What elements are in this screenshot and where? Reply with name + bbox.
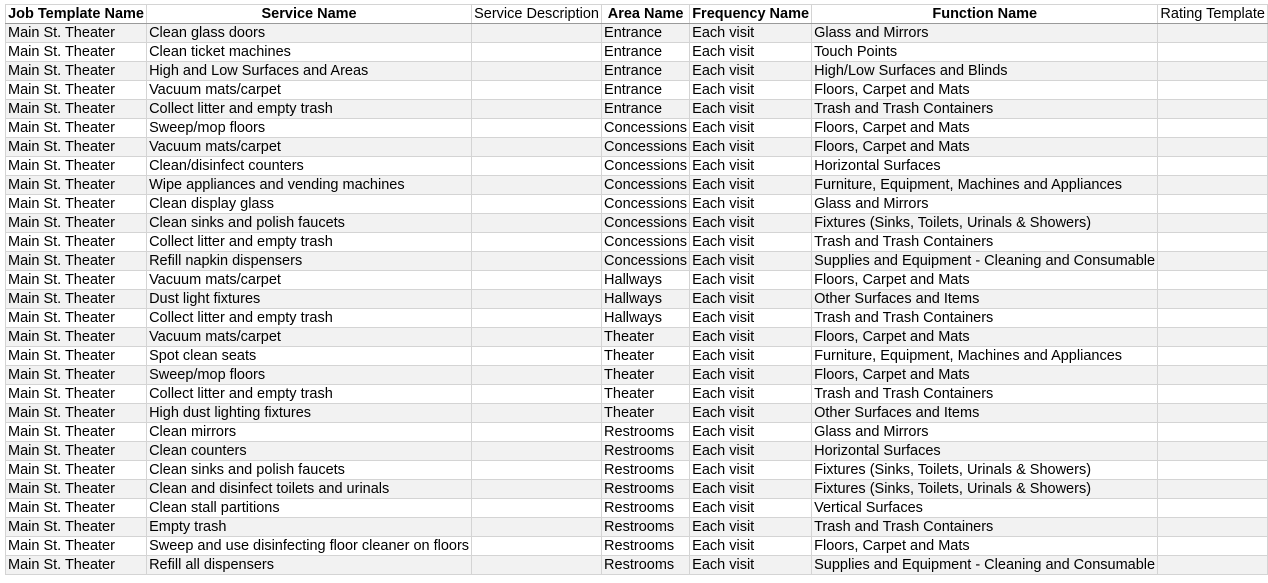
cell-rating-template[interactable] [1158, 366, 1268, 385]
cell-area-name[interactable]: Hallways [602, 290, 690, 309]
cell-area-name[interactable]: Restrooms [602, 423, 690, 442]
cell-area-name[interactable]: Theater [602, 328, 690, 347]
cell-frequency-name[interactable]: Each visit [690, 119, 812, 138]
cell-function-name[interactable]: Glass and Mirrors [812, 423, 1158, 442]
cell-frequency-name[interactable]: Each visit [690, 442, 812, 461]
cell-area-name[interactable]: Restrooms [602, 480, 690, 499]
cell-service-name[interactable]: Empty trash [147, 518, 472, 537]
cell-service-name[interactable]: Wipe appliances and vending machines [147, 176, 472, 195]
cell-job-template-name[interactable]: Main St. Theater [6, 233, 147, 252]
cell-area-name[interactable]: Entrance [602, 24, 690, 43]
cell-area-name[interactable]: Entrance [602, 81, 690, 100]
cell-service-name[interactable]: High and Low Surfaces and Areas [147, 62, 472, 81]
cell-service-description[interactable] [472, 24, 602, 43]
cell-function-name[interactable]: Supplies and Equipment - Cleaning and Consumable [812, 252, 1158, 271]
cell-service-description[interactable] [472, 233, 602, 252]
table-row [6, 328, 1268, 347]
cell-service-description[interactable] [472, 309, 602, 328]
cell-area-name[interactable]: Restrooms [602, 518, 690, 537]
cell-job-template-name[interactable]: Main St. Theater [6, 62, 147, 81]
cell-area-name[interactable]: Concessions [602, 233, 690, 252]
cell-area-name[interactable]: Theater [602, 366, 690, 385]
cell-service-description[interactable] [472, 290, 602, 309]
cell-service-name[interactable]: Sweep and use disinfecting floor cleaner on floors [147, 537, 472, 556]
cell-frequency-name[interactable]: Each visit [690, 195, 812, 214]
cell-job-template-name[interactable]: Main St. Theater [6, 423, 147, 442]
cell-service-name[interactable]: Collect litter and empty trash [147, 100, 472, 119]
header-area-name[interactable]: Area Name [602, 5, 690, 24]
cell-frequency-name[interactable]: Each visit [690, 271, 812, 290]
cell-function-name[interactable]: Floors, Carpet and Mats [812, 328, 1158, 347]
cell-function-name[interactable]: Furniture, Equipment, Machines and Appliances [812, 347, 1158, 366]
table-row [6, 119, 1268, 138]
cell-frequency-name[interactable]: Each visit [690, 309, 812, 328]
cell-function-name[interactable]: Trash and Trash Containers [812, 309, 1158, 328]
cell-rating-template[interactable] [1158, 62, 1268, 81]
cell-job-template-name[interactable]: Main St. Theater [6, 100, 147, 119]
header-service-name[interactable]: Service Name [147, 5, 472, 24]
cell-rating-template[interactable] [1158, 138, 1268, 157]
cell-rating-template[interactable] [1158, 518, 1268, 537]
cell-function-name[interactable]: Touch Points [812, 43, 1158, 62]
cell-rating-template[interactable] [1158, 195, 1268, 214]
cell-job-template-name[interactable]: Main St. Theater [6, 404, 147, 423]
cell-frequency-name[interactable]: Each visit [690, 537, 812, 556]
cell-service-description[interactable] [472, 81, 602, 100]
cell-area-name[interactable]: Concessions [602, 176, 690, 195]
cell-rating-template[interactable] [1158, 423, 1268, 442]
cell-rating-template[interactable] [1158, 480, 1268, 499]
cell-job-template-name[interactable]: Main St. Theater [6, 43, 147, 62]
table-row [6, 100, 1268, 119]
cell-job-template-name[interactable]: Main St. Theater [6, 347, 147, 366]
cell-area-name[interactable]: Restrooms [602, 499, 690, 518]
cell-frequency-name[interactable]: Each visit [690, 518, 812, 537]
cell-service-name[interactable]: Vacuum mats/carpet [147, 328, 472, 347]
cell-function-name[interactable]: Other Surfaces and Items [812, 290, 1158, 309]
cell-service-description[interactable] [472, 499, 602, 518]
cell-service-description[interactable] [472, 385, 602, 404]
table-row [6, 138, 1268, 157]
cell-frequency-name[interactable]: Each visit [690, 423, 812, 442]
cell-rating-template[interactable] [1158, 43, 1268, 62]
cell-frequency-name[interactable]: Each visit [690, 233, 812, 252]
cell-job-template-name[interactable]: Main St. Theater [6, 271, 147, 290]
table-row [6, 461, 1268, 480]
cell-function-name[interactable]: Fixtures (Sinks, Toilets, Urinals & Showers) [812, 480, 1158, 499]
cell-function-name[interactable]: Floors, Carpet and Mats [812, 537, 1158, 556]
table-row [6, 423, 1268, 442]
cell-function-name[interactable]: Trash and Trash Containers [812, 233, 1158, 252]
cell-service-description[interactable] [472, 461, 602, 480]
table-row [6, 214, 1268, 233]
cell-service-name[interactable]: Clean stall partitions [147, 499, 472, 518]
table-row [6, 518, 1268, 537]
cell-service-name[interactable]: Clean/disinfect counters [147, 157, 472, 176]
cell-frequency-name[interactable]: Each visit [690, 556, 812, 575]
cell-area-name[interactable]: Entrance [602, 43, 690, 62]
cell-job-template-name[interactable]: Main St. Theater [6, 195, 147, 214]
cell-job-template-name[interactable]: Main St. Theater [6, 499, 147, 518]
cell-rating-template[interactable] [1158, 347, 1268, 366]
cell-frequency-name[interactable]: Each visit [690, 100, 812, 119]
cell-frequency-name[interactable]: Each visit [690, 366, 812, 385]
cell-service-description[interactable] [472, 271, 602, 290]
cell-rating-template[interactable] [1158, 328, 1268, 347]
cell-service-description[interactable] [472, 119, 602, 138]
cell-area-name[interactable]: Restrooms [602, 461, 690, 480]
header-rating-template[interactable]: Rating Template [1158, 5, 1268, 24]
cell-rating-template[interactable] [1158, 157, 1268, 176]
cell-job-template-name[interactable]: Main St. Theater [6, 24, 147, 43]
cell-job-template-name[interactable]: Main St. Theater [6, 138, 147, 157]
cell-service-description[interactable] [472, 195, 602, 214]
cell-frequency-name[interactable]: Each visit [690, 157, 812, 176]
cell-service-name[interactable]: Clean sinks and polish faucets [147, 461, 472, 480]
cell-job-template-name[interactable]: Main St. Theater [6, 176, 147, 195]
cell-area-name[interactable]: Theater [602, 385, 690, 404]
table-row [6, 43, 1268, 62]
cell-function-name[interactable]: Trash and Trash Containers [812, 100, 1158, 119]
cell-service-name[interactable]: High dust lighting fixtures [147, 404, 472, 423]
cell-job-template-name[interactable]: Main St. Theater [6, 214, 147, 233]
header-service-description[interactable]: Service Description [472, 5, 602, 24]
cell-area-name[interactable]: Hallways [602, 271, 690, 290]
cell-area-name[interactable]: Theater [602, 404, 690, 423]
cell-frequency-name[interactable]: Each visit [690, 62, 812, 81]
cell-frequency-name[interactable]: Each visit [690, 499, 812, 518]
cell-service-description[interactable] [472, 480, 602, 499]
cell-area-name[interactable]: Concessions [602, 119, 690, 138]
cell-function-name[interactable]: Floors, Carpet and Mats [812, 81, 1158, 100]
cell-service-description[interactable] [472, 537, 602, 556]
cell-function-name[interactable]: Floors, Carpet and Mats [812, 119, 1158, 138]
cell-area-name[interactable]: Concessions [602, 195, 690, 214]
cell-rating-template[interactable] [1158, 442, 1268, 461]
cell-frequency-name[interactable]: Each visit [690, 24, 812, 43]
cell-service-description[interactable] [472, 423, 602, 442]
table-row [6, 537, 1268, 556]
table-row [6, 233, 1268, 252]
cell-service-name[interactable]: Clean counters [147, 442, 472, 461]
table-row [6, 309, 1268, 328]
table-row [6, 442, 1268, 461]
cell-service-description[interactable] [472, 556, 602, 575]
cell-frequency-name[interactable]: Each visit [690, 328, 812, 347]
cell-rating-template[interactable] [1158, 461, 1268, 480]
table-row [6, 347, 1268, 366]
cell-frequency-name[interactable]: Each visit [690, 347, 812, 366]
cell-service-name[interactable]: Vacuum mats/carpet [147, 81, 472, 100]
cell-service-description[interactable] [472, 518, 602, 537]
cell-function-name[interactable]: Floors, Carpet and Mats [812, 366, 1158, 385]
table-row [6, 404, 1268, 423]
cell-function-name[interactable]: Horizontal Surfaces [812, 442, 1158, 461]
cell-job-template-name[interactable]: Main St. Theater [6, 556, 147, 575]
cell-rating-template[interactable] [1158, 499, 1268, 518]
cell-rating-template[interactable] [1158, 290, 1268, 309]
cell-frequency-name[interactable]: Each visit [690, 252, 812, 271]
cell-job-template-name[interactable]: Main St. Theater [6, 309, 147, 328]
cell-rating-template[interactable] [1158, 556, 1268, 575]
cell-job-template-name[interactable]: Main St. Theater [6, 290, 147, 309]
spreadsheet-grid [5, 4, 1268, 575]
cell-frequency-name[interactable]: Each visit [690, 480, 812, 499]
cell-area-name[interactable]: Hallways [602, 309, 690, 328]
header-frequency-name[interactable]: Frequency Name [690, 5, 812, 24]
cell-job-template-name[interactable]: Main St. Theater [6, 252, 147, 271]
cell-service-description[interactable] [472, 100, 602, 119]
cell-service-description[interactable] [472, 43, 602, 62]
cell-service-description[interactable] [472, 404, 602, 423]
cell-service-description[interactable] [472, 347, 602, 366]
table-row [6, 62, 1268, 81]
cell-area-name[interactable]: Restrooms [602, 537, 690, 556]
cell-frequency-name[interactable]: Each visit [690, 81, 812, 100]
cell-function-name[interactable]: Floors, Carpet and Mats [812, 138, 1158, 157]
cell-job-template-name[interactable]: Main St. Theater [6, 385, 147, 404]
cell-function-name[interactable]: Trash and Trash Containers [812, 385, 1158, 404]
cell-function-name[interactable]: Fixtures (Sinks, Toilets, Urinals & Showers) [812, 461, 1158, 480]
table-row [6, 366, 1268, 385]
cell-area-name[interactable]: Concessions [602, 138, 690, 157]
cell-service-description[interactable] [472, 62, 602, 81]
table-row [6, 556, 1268, 575]
table-row [6, 252, 1268, 271]
cell-area-name[interactable]: Entrance [602, 62, 690, 81]
cell-frequency-name[interactable]: Each visit [690, 176, 812, 195]
cell-area-name[interactable]: Concessions [602, 157, 690, 176]
cell-frequency-name[interactable]: Each visit [690, 214, 812, 233]
cell-rating-template[interactable] [1158, 119, 1268, 138]
cell-area-name[interactable]: Restrooms [602, 556, 690, 575]
cell-area-name[interactable]: Concessions [602, 252, 690, 271]
cell-job-template-name[interactable]: Main St. Theater [6, 537, 147, 556]
cell-rating-template[interactable] [1158, 309, 1268, 328]
cell-function-name[interactable]: Supplies and Equipment - Cleaning and Consumable [812, 556, 1158, 575]
cell-job-template-name[interactable]: Main St. Theater [6, 442, 147, 461]
table-row [6, 499, 1268, 518]
cell-job-template-name[interactable]: Main St. Theater [6, 81, 147, 100]
cell-service-name[interactable]: Collect litter and empty trash [147, 309, 472, 328]
table-row [6, 195, 1268, 214]
cell-rating-template[interactable] [1158, 24, 1268, 43]
table-row [6, 24, 1268, 43]
cell-job-template-name[interactable]: Main St. Theater [6, 119, 147, 138]
cell-rating-template[interactable] [1158, 176, 1268, 195]
cell-service-name[interactable]: Vacuum mats/carpet [147, 138, 472, 157]
cell-function-name[interactable]: Other Surfaces and Items [812, 404, 1158, 423]
cell-rating-template[interactable] [1158, 214, 1268, 233]
cell-frequency-name[interactable]: Each visit [690, 290, 812, 309]
cell-service-name[interactable]: Vacuum mats/carpet [147, 271, 472, 290]
cell-service-description[interactable] [472, 366, 602, 385]
cell-function-name[interactable]: Fixtures (Sinks, Toilets, Urinals & Showers) [812, 214, 1158, 233]
cell-service-description[interactable] [472, 328, 602, 347]
cell-job-template-name[interactable]: Main St. Theater [6, 480, 147, 499]
cell-rating-template[interactable] [1158, 81, 1268, 100]
cell-function-name[interactable]: Glass and Mirrors [812, 195, 1158, 214]
cell-service-name[interactable]: Sweep/mop floors [147, 366, 472, 385]
cell-frequency-name[interactable]: Each visit [690, 43, 812, 62]
cell-service-name[interactable]: Clean and disinfect toilets and urinals [147, 480, 472, 499]
cell-function-name[interactable]: Vertical Surfaces [812, 499, 1158, 518]
cell-service-name[interactable]: Clean sinks and polish faucets [147, 214, 472, 233]
table-row [6, 176, 1268, 195]
cell-job-template-name[interactable]: Main St. Theater [6, 157, 147, 176]
cell-function-name[interactable]: Floors, Carpet and Mats [812, 271, 1158, 290]
cell-service-description[interactable] [472, 138, 602, 157]
table-row [6, 271, 1268, 290]
cell-frequency-name[interactable]: Each visit [690, 385, 812, 404]
cell-service-name[interactable]: Collect litter and empty trash [147, 385, 472, 404]
cell-rating-template[interactable] [1158, 537, 1268, 556]
cell-job-template-name[interactable]: Main St. Theater [6, 328, 147, 347]
table-row [6, 290, 1268, 309]
cell-frequency-name[interactable]: Each visit [690, 404, 812, 423]
cell-service-name[interactable]: Clean mirrors [147, 423, 472, 442]
header-function-name[interactable]: Function Name [812, 5, 1158, 24]
cell-function-name[interactable]: High/Low Surfaces and Blinds [812, 62, 1158, 81]
cell-service-description[interactable] [472, 252, 602, 271]
cell-area-name[interactable]: Entrance [602, 100, 690, 119]
table-row [6, 157, 1268, 176]
table-row [6, 385, 1268, 404]
cell-rating-template[interactable] [1158, 385, 1268, 404]
cell-service-description[interactable] [472, 442, 602, 461]
cell-frequency-name[interactable]: Each visit [690, 461, 812, 480]
cell-service-description[interactable] [472, 157, 602, 176]
cell-rating-template[interactable] [1158, 233, 1268, 252]
cell-frequency-name[interactable]: Each visit [690, 138, 812, 157]
cell-service-name[interactable]: Sweep/mop floors [147, 119, 472, 138]
cell-job-template-name[interactable]: Main St. Theater [6, 518, 147, 537]
cell-service-name[interactable]: Refill all dispensers [147, 556, 472, 575]
cell-service-description[interactable] [472, 176, 602, 195]
cell-rating-template[interactable] [1158, 252, 1268, 271]
cell-area-name[interactable]: Restrooms [602, 442, 690, 461]
cell-service-description[interactable] [472, 214, 602, 233]
cell-service-name[interactable]: Clean display glass [147, 195, 472, 214]
cell-service-name[interactable]: Dust light fixtures [147, 290, 472, 309]
cell-function-name[interactable]: Horizontal Surfaces [812, 157, 1158, 176]
cell-service-name[interactable]: Clean glass doors [147, 24, 472, 43]
cell-service-name[interactable]: Spot clean seats [147, 347, 472, 366]
cell-area-name[interactable]: Concessions [602, 214, 690, 233]
cell-job-template-name[interactable]: Main St. Theater [6, 461, 147, 480]
cell-service-name[interactable]: Collect litter and empty trash [147, 233, 472, 252]
cell-service-name[interactable]: Refill napkin dispensers [147, 252, 472, 271]
table-row [6, 81, 1268, 100]
cell-function-name[interactable]: Furniture, Equipment, Machines and Appliances [812, 176, 1158, 195]
cell-area-name[interactable]: Theater [602, 347, 690, 366]
table-row [6, 480, 1268, 499]
header-row [6, 5, 1268, 24]
header-job-template-name[interactable]: Job Template Name [6, 5, 147, 24]
cell-rating-template[interactable] [1158, 271, 1268, 290]
cell-job-template-name[interactable]: Main St. Theater [6, 366, 147, 385]
cell-rating-template[interactable] [1158, 404, 1268, 423]
cell-service-name[interactable]: Clean ticket machines [147, 43, 472, 62]
cell-function-name[interactable]: Glass and Mirrors [812, 24, 1158, 43]
cell-rating-template[interactable] [1158, 100, 1268, 119]
cell-function-name[interactable]: Trash and Trash Containers [812, 518, 1158, 537]
